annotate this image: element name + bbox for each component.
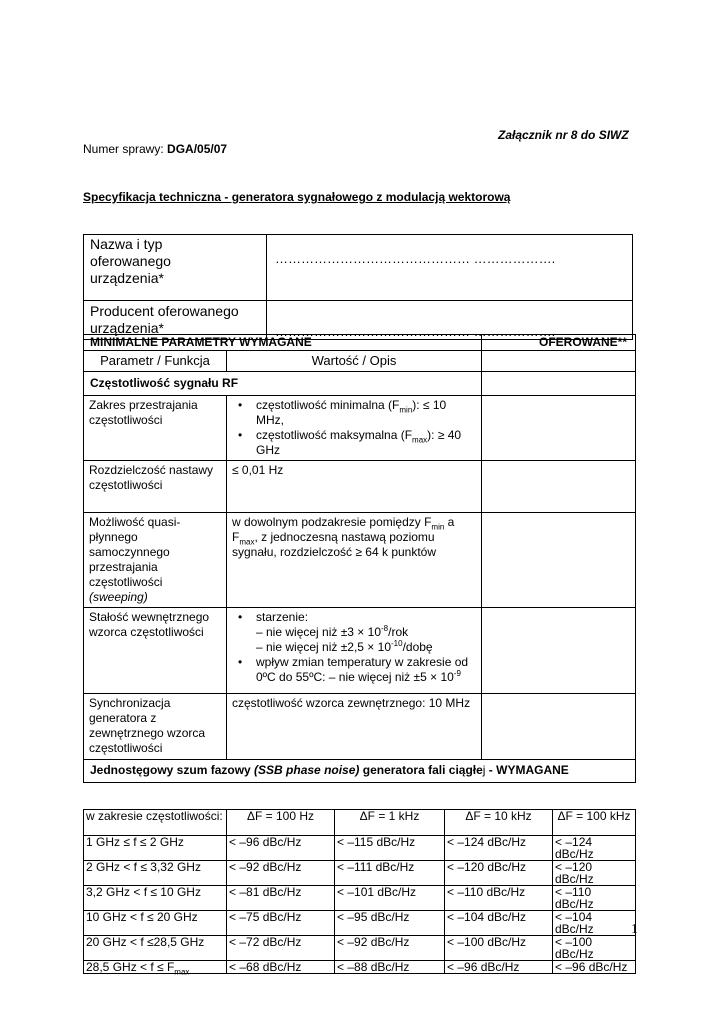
noise-cell: < –92 dBc/Hz bbox=[227, 861, 335, 886]
noise-title-e: - WYMAGANE bbox=[485, 763, 569, 777]
sweep-sub-1: min bbox=[431, 522, 445, 532]
sweep-label-italic: (sweeping) bbox=[89, 590, 148, 604]
resolution-value: ≤ 0,01 Hz bbox=[227, 461, 482, 513]
aging-year-text: – nie więcej niż ±3 × 10 bbox=[256, 625, 381, 639]
resolution-label: Rozdzielczość nastawy częstotliwości bbox=[84, 461, 227, 513]
bullet-icon: • bbox=[238, 428, 243, 442]
col-value-header: Wartość / Opis bbox=[227, 351, 482, 372]
device-name-input-cell[interactable] bbox=[267, 235, 633, 301]
sweep-text-1: w dowolnym podzakresie pomiędzy F bbox=[232, 515, 432, 529]
tuning-min-item bbox=[238, 398, 476, 428]
noise-cell: < –75 dBc/Hz bbox=[227, 911, 335, 936]
bullet-icon: • bbox=[238, 655, 243, 669]
bullet-icon: • bbox=[238, 398, 243, 412]
noise-range: 20 GHz < f ≤28,5 GHz bbox=[84, 936, 227, 961]
case-number-label: Numer sprawy: bbox=[83, 142, 168, 156]
offered-header: OFEROWANE** bbox=[482, 335, 636, 351]
sweep-sub-2: max bbox=[239, 537, 255, 547]
producer-label: Producent oferowanego urządzenia* bbox=[90, 303, 239, 336]
noise-range: 2 GHz < f ≤ 3,32 GHz bbox=[84, 861, 227, 886]
temp-item bbox=[238, 655, 476, 685]
sync-value: częstotliwość wzorca zewnętrznego: 10 MHz bbox=[227, 694, 482, 760]
temp-sup: -9 bbox=[453, 669, 461, 678]
noise-range: 1 GHz ≤ f ≤ 2 GHz bbox=[84, 836, 227, 861]
noise-cell: < –95 dBc/Hz bbox=[335, 911, 445, 936]
device-name-label-cell bbox=[84, 235, 267, 301]
case-number-value: DGA/05/07 bbox=[167, 142, 228, 156]
resolution-offered[interactable] bbox=[482, 461, 636, 513]
noise-row bbox=[84, 911, 636, 936]
noise-title-c: generatora fali ciągłe bbox=[359, 763, 483, 777]
noise-range-text: 28,5 GHz < f ≤ F bbox=[86, 960, 175, 974]
stability-label: Stałość wewnętrznego wzorca częstotliwości bbox=[84, 608, 227, 694]
noise-cell: < –88 dBc/Hz bbox=[335, 961, 445, 974]
annex-label: Załącznik nr 8 do SIWZ bbox=[498, 128, 629, 142]
noise-cell: < –115 dBc/Hz bbox=[335, 836, 445, 861]
sweep-offered[interactable] bbox=[482, 513, 636, 608]
aging-year-sup: -8 bbox=[381, 624, 389, 633]
noise-cell: < –100 dBc/Hz bbox=[553, 936, 636, 961]
aging-day-unit: /dobę bbox=[402, 640, 433, 654]
tuning-max-text: częstotliwość maksymalna (F bbox=[256, 428, 413, 442]
noise-cell: < –104 dBc/Hz bbox=[445, 911, 553, 936]
noise-cell: < –92 dBc/Hz bbox=[335, 936, 445, 961]
noise-title bbox=[84, 760, 636, 783]
section-rf: Częstotliwość sygnału RF bbox=[84, 372, 482, 396]
tuning-max-item bbox=[238, 428, 476, 458]
tuning-range-offered[interactable] bbox=[482, 396, 636, 461]
tuning-min-text2: ): ≤ 10 MHz, bbox=[256, 398, 447, 427]
noise-row bbox=[84, 936, 636, 961]
noise-cell: < –96 dBc/Hz bbox=[227, 836, 335, 861]
noise-range bbox=[84, 960, 227, 977]
noise-cell: < –124 dBc/Hz bbox=[445, 836, 553, 861]
noise-cell: < –101 dBc/Hz bbox=[335, 886, 445, 911]
noise-cell: < –72 dBc/Hz bbox=[227, 936, 335, 961]
noise-row bbox=[84, 861, 636, 886]
noise-title-italic: (SSB phase noise) bbox=[254, 763, 360, 777]
noise-header-100khz: ΔF = 100 kHz bbox=[553, 810, 636, 836]
sweep-text-3: , z jednoczesną nastawą poziomu sygnału, rozdzielczość ≥ 64 k punktów bbox=[232, 530, 437, 559]
spec-title: Specyfikacja techniczna - generatora sygnałowego z modulacją wektorową bbox=[83, 190, 511, 204]
noise-cell: < –120 dBc/Hz bbox=[553, 861, 636, 886]
noise-cell: < –110 dBc/Hz bbox=[445, 886, 553, 911]
producer-field[interactable]: ……………………………………… ………………. bbox=[275, 324, 556, 339]
stability-offered[interactable] bbox=[482, 608, 636, 694]
noise-header-10khz: ΔF = 10 kHz bbox=[445, 810, 553, 836]
noise-header-100hz: ΔF = 100 Hz bbox=[227, 810, 335, 836]
sweep-text-2: a F bbox=[232, 515, 455, 544]
noise-title-a: Jednostęgowy szum fazowy bbox=[90, 763, 255, 777]
tuning-min-sub: min bbox=[399, 405, 413, 415]
tuning-range-value bbox=[227, 396, 482, 461]
aging-day-sup: -10 bbox=[391, 639, 403, 648]
tuning-max-sub: max bbox=[412, 435, 428, 445]
temp-text: wpływ zmian temperatury w zakresie od 0ºC do 55ºC: – nie więcej niż ±5 × 10 bbox=[256, 655, 469, 684]
aging-year-unit: /rok bbox=[388, 625, 409, 639]
aging-day-text: – nie więcej niż ±2,5 × 10 bbox=[256, 640, 391, 654]
noise-header-1khz: ΔF = 1 kHz bbox=[335, 810, 445, 836]
tuning-range-label: Zakres przestrajania częstotliwości bbox=[84, 396, 227, 461]
tuning-min-text: częstotliwość minimalna (F bbox=[256, 398, 400, 412]
noise-cell: < –110 dBc/Hz bbox=[553, 886, 636, 911]
section-rf-offered bbox=[482, 372, 636, 396]
device-name-field[interactable]: ……………………………………… ………………. bbox=[275, 251, 556, 266]
noise-cell: < –81 dBc/Hz bbox=[227, 886, 335, 911]
tuning-max-text2: ): ≥ 40 GHz bbox=[256, 428, 462, 457]
noise-header-range: w zakresie częstotliwości: bbox=[84, 810, 227, 836]
noise-cell: < –124 dBc/Hz bbox=[553, 836, 636, 861]
spec-table bbox=[83, 334, 636, 783]
aging-label: starzenie: bbox=[256, 610, 309, 624]
noise-range: 10 GHz < f ≤ 20 GHz bbox=[84, 911, 227, 936]
noise-title-d: j bbox=[482, 763, 486, 777]
stability-value bbox=[227, 608, 482, 694]
noise-cell: < –96 dBc/Hz bbox=[445, 961, 553, 974]
col-param-header: Parametr / Funkcja bbox=[84, 351, 227, 372]
case-number bbox=[83, 142, 227, 156]
device-name-label: Nazwa i typ oferowanego urządzenia* bbox=[90, 236, 171, 286]
noise-row bbox=[84, 836, 636, 861]
sync-offered[interactable] bbox=[482, 694, 636, 760]
sweep-label-cell bbox=[84, 513, 227, 608]
noise-cell: < –68 dBc/Hz bbox=[227, 961, 335, 974]
col-offered-header bbox=[482, 351, 636, 372]
noise-range-sub: max bbox=[174, 967, 190, 977]
noise-row bbox=[84, 886, 636, 911]
noise-cell: < –100 dBc/Hz bbox=[445, 936, 553, 961]
sweep-value bbox=[227, 513, 482, 608]
device-form bbox=[83, 234, 633, 340]
noise-cell: < –104 dBc/Hz bbox=[553, 911, 636, 936]
page-number: 1 bbox=[631, 922, 638, 937]
sweep-label: Możliwość quasi-płynnego samoczynnego przestrajania częstotliwości bbox=[89, 515, 181, 589]
bullet-icon: • bbox=[238, 610, 243, 624]
aging-item bbox=[238, 610, 476, 655]
noise-row bbox=[84, 961, 636, 974]
min-params-header: MINIMALNE PARAMETRY WYMAGANE bbox=[84, 335, 482, 351]
noise-cell: < –120 dBc/Hz bbox=[445, 861, 553, 886]
sync-label: Synchronizacja generatora z zewnętrznego wzorca częstotliwości bbox=[84, 694, 227, 760]
noise-cell: < –111 dBc/Hz bbox=[335, 861, 445, 886]
phase-noise-table bbox=[83, 809, 636, 977]
noise-cell: < –96 dBc/Hz bbox=[553, 961, 636, 974]
noise-range: 3,2 GHz < f ≤ 10 GHz bbox=[84, 886, 227, 911]
